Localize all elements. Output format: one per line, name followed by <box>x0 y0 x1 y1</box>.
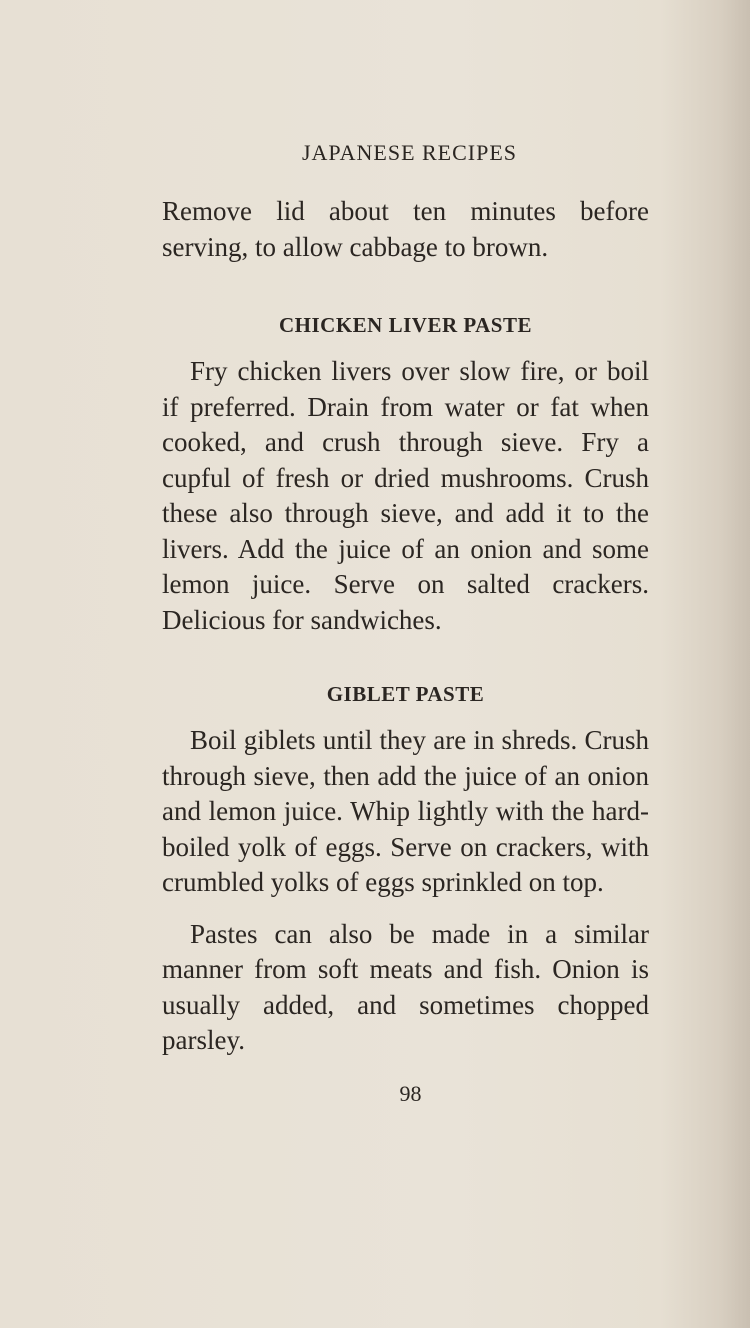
page-number: 98 <box>399 1080 422 1106</box>
chicken-liver-paste-paragraph: Fry chicken livers over slow fire, or boil if preferred. Drain from water or fat when cooked, and crush through sieve. Fry a cupful of fresh or dried mushrooms. Crush these also through sieve, and add it to the livers. Add the juice of an onion and some lemon juice. Serve on salted crackers. Delicious for sandwiches. <box>162 356 649 635</box>
section-heading-giblet-paste: GIBLET PASTE <box>326 682 485 706</box>
giblet-paste-paragraph: Boil giblets until they are in shreds. Crush through sieve, then add the juice of an onion and lemon juice. Whip lightly with the hard-boiled yolk of eggs. Serve on crackers, with crumbled yolks of eggs sprinkled on top. <box>162 725 649 897</box>
section-heading-chicken-liver-paste: CHICKEN LIVER PASTE <box>279 313 532 337</box>
continued-paragraph: Remove lid about ten minutes before serving, to allow cabbage to brown. <box>162 196 649 262</box>
running-head: JAPANESE RECIPES <box>301 140 518 165</box>
page-content <box>162 140 649 1107</box>
pastes-note-paragraph: Pastes can also be made in a similar manner from soft meats and fish. Onion is usually added, and sometimes chopped parsley. <box>162 918 649 1055</box>
